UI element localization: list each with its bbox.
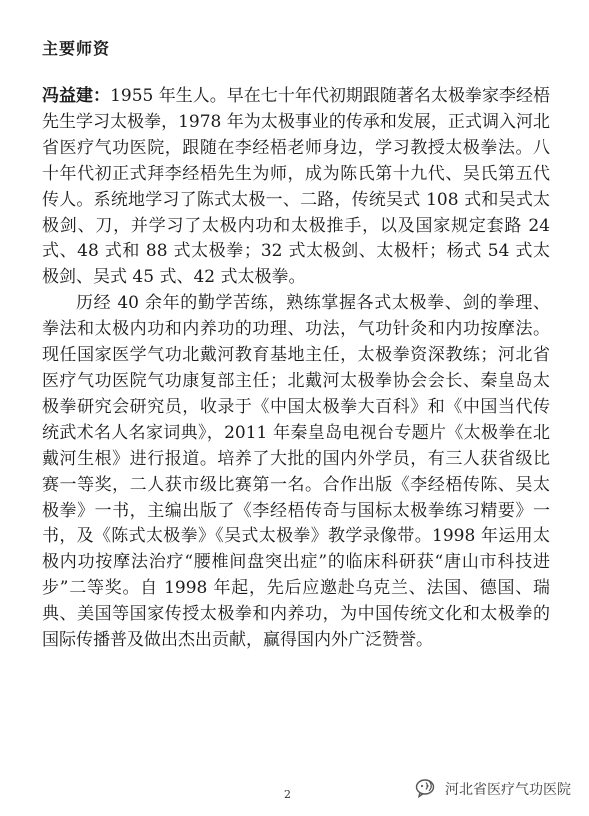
profile-paragraph-1-text: 1955 年生人。早在七十年代初期跟随著名太极拳家李经梧先生学习太极拳，1978 年为太极事业的传承和发展，正式调入河北省医疗气功医院，跟随在李经梧老师身边，学习教授太极拳法。八十年代初正式拜李经梧先生为师，成为陈氏第十九代、吴氏第五代传人。系统地学习了陈式太极一、二路，传统吴式 108 式和吴式太极剑、刀，并学习了太极内功和太极推手，以及国家规定套路 24 式、48 式和 88 式太极拳；32 式太极剑、太极杆；杨式 54 式太极剑、吴式 45 式、42 式太极拳。	[42, 86, 551, 288]
profile-paragraph-2: 历经 40 余年的勤学苦练，熟练掌握各式太极拳、剑的拳理、拳法和太极内功和内养功的功理、功法，气功针灸和内功按摩法。现任国家医学气功北戴河教育基地主任，太极拳资深教练；河北省医疗气功医院气功康复部主任；北戴河太极拳协会会长、秦皇岛太极拳研究会研究员，收录于《中国太极拳大百科》和《中国当代传统武术名人名家词典》，2011 年秦皇岛电视台专题片《太极拳在北戴河生根》进行报道。培养了大批的国内外学员，有三人获省级比赛一等奖，二人获市级比赛第一名。合作出版《李经梧传陈、吴太极拳》一书，主编出版了《李经梧传奇与国标太极拳练习精要》一书，及《陈式太极拳》《吴式太极拳》教学录像带。1998 年运用太极内功按摩法治疗“腰椎间盘突出症”的临床科研获“唐山市科技进步”二等奖。自 1998 年起，先后应邀赴乌克兰、法国、德国、瑞典、美国等国家传授太极拳和内养功，为中国传统文化和太极拳的国际传播普及做出杰出贡献，赢得国内外广泛赞誉。	[42, 293, 550, 651]
section-title: 主要师资	[42, 39, 111, 58]
watermark-text: 河北省医疗气功医院	[445, 782, 571, 798]
teacher-name: 冯益建：	[42, 86, 111, 106]
profile-body	[42, 84, 550, 654]
wechat-official-account-icon	[415, 778, 439, 800]
page-number: 2	[284, 788, 291, 801]
profile-paragraph-1	[42, 84, 550, 291]
watermark	[415, 778, 571, 800]
